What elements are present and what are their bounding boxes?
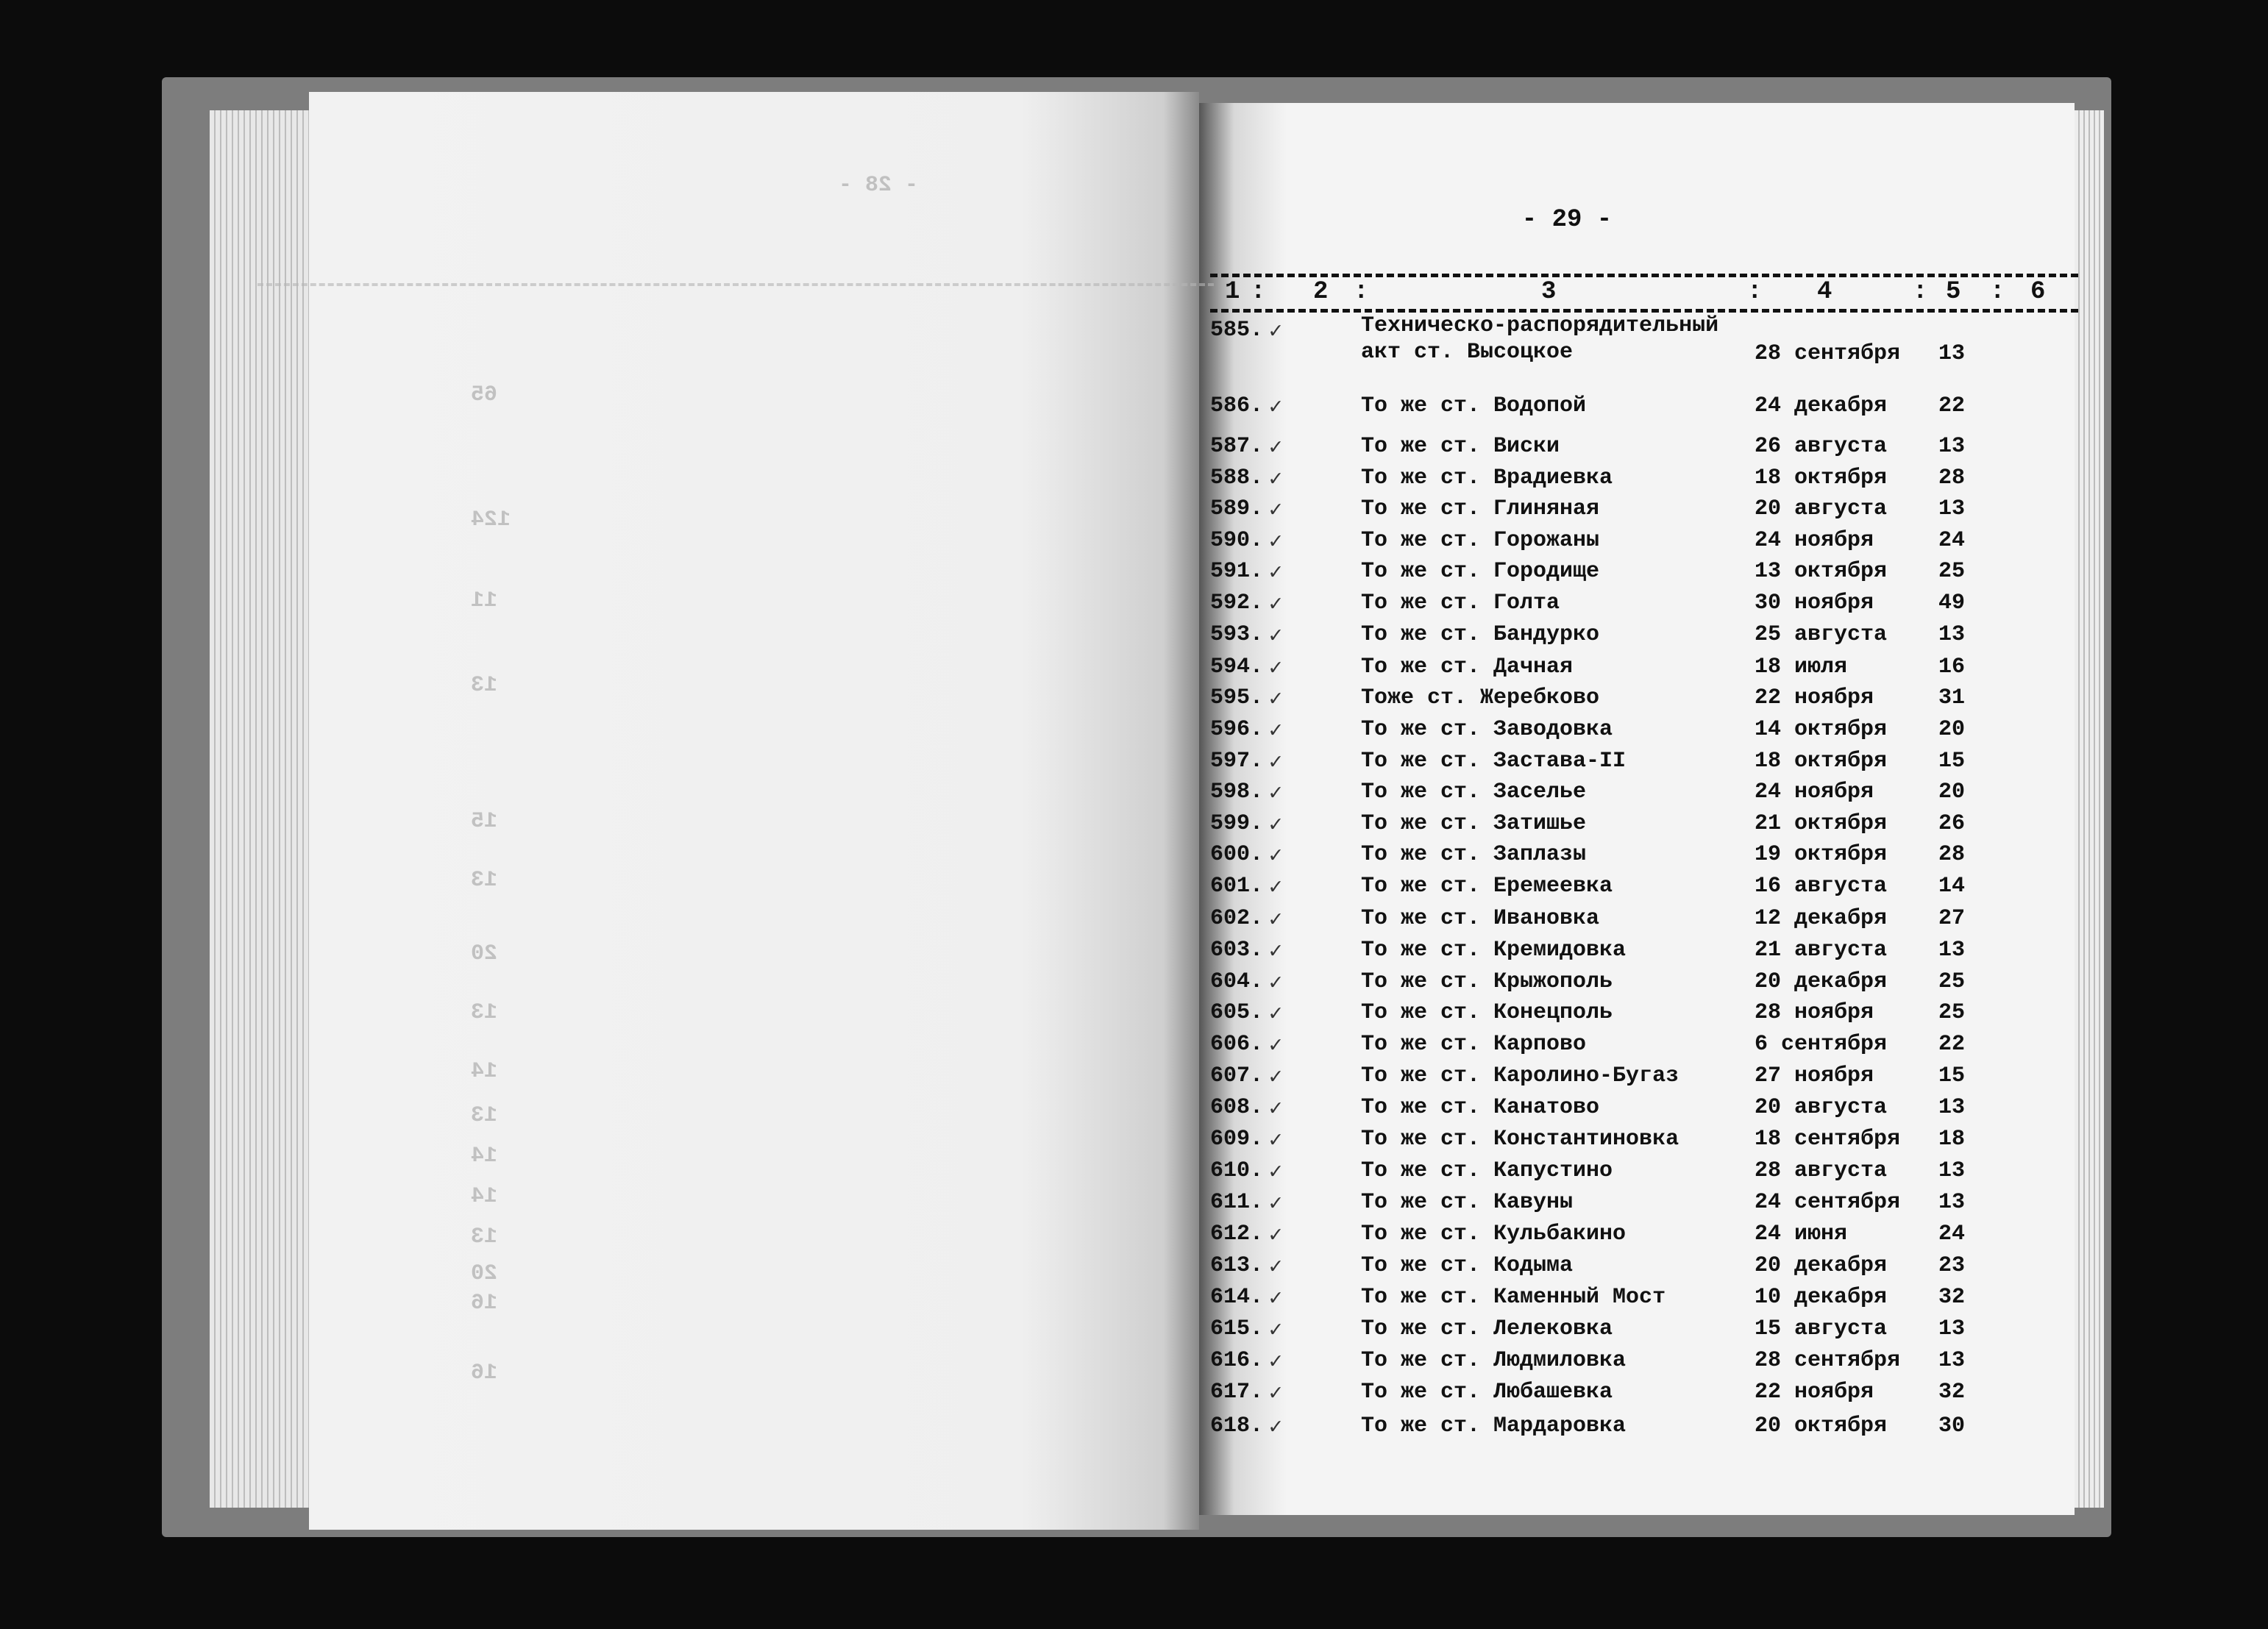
- ghost-number: 13: [471, 673, 498, 698]
- row-number: 590.: [1210, 528, 1264, 553]
- check-mark-icon: ✓: [1269, 1224, 1283, 1249]
- row-sheet-count: 13: [1938, 1190, 1966, 1215]
- row-title: То же ст. Капустино: [1361, 1158, 1613, 1183]
- row-title: То же ст. Любашевка: [1361, 1380, 1613, 1405]
- check-mark-icon: ✓: [1269, 1319, 1283, 1344]
- row-date: 16 августа: [1755, 874, 1888, 899]
- row-title: То же ст. Глиняная: [1361, 496, 1600, 521]
- check-mark-icon: ✓: [1269, 1416, 1283, 1441]
- row-title: То же ст. Дачная: [1361, 655, 1574, 680]
- row-date: 15 августа: [1755, 1316, 1888, 1341]
- row-date: 13 октября: [1755, 559, 1888, 584]
- row-sheet-count: 28: [1938, 842, 1966, 867]
- row-sheet-count: 32: [1938, 1285, 1966, 1310]
- ghost-number: 13: [471, 868, 498, 893]
- row-number: 597.: [1210, 749, 1264, 774]
- row-title: То же ст. Людмиловка: [1361, 1348, 1627, 1373]
- row-number: 618.: [1210, 1414, 1264, 1439]
- row-number: 614.: [1210, 1285, 1264, 1310]
- row-title: То же ст. Застава-II: [1361, 749, 1627, 774]
- check-mark-icon: ✓: [1269, 1192, 1283, 1217]
- row-number: 603.: [1210, 938, 1264, 963]
- check-mark-icon: ✓: [1269, 1255, 1283, 1280]
- check-mark-icon: ✓: [1269, 688, 1283, 713]
- check-mark-icon: ✓: [1269, 844, 1283, 869]
- row-sheet-count: 20: [1938, 717, 1966, 742]
- row-sheet-count: 23: [1938, 1253, 1966, 1278]
- row-sheet-count: 14: [1938, 874, 1966, 899]
- row-number: 592.: [1210, 591, 1264, 616]
- col-header-4: 4: [1817, 278, 1832, 306]
- row-date: 26 августа: [1755, 434, 1888, 459]
- check-mark-icon: ✓: [1269, 657, 1283, 682]
- row-title: То же ст. Каменный Мост: [1361, 1285, 1666, 1310]
- row-title: То же ст. Карпово: [1361, 1032, 1587, 1057]
- row-sheet-count: 13: [1938, 1095, 1966, 1120]
- row-number: 602.: [1210, 906, 1264, 931]
- row-title: То же ст. Константиновка: [1361, 1127, 1679, 1152]
- row-sheet-count: 25: [1938, 559, 1966, 584]
- row-number: 598.: [1210, 780, 1264, 805]
- row-date: 6 сентября: [1755, 1032, 1888, 1057]
- check-mark-icon: ✓: [1269, 972, 1283, 997]
- row-date: 20 августа: [1755, 1095, 1888, 1120]
- row-sheet-count: 13: [1938, 434, 1966, 459]
- row-title: То же ст. Горожаны: [1361, 528, 1600, 553]
- ghost-number: 13: [471, 1103, 498, 1128]
- row-date: 20 октября: [1755, 1414, 1888, 1439]
- row-sheet-count: 30: [1938, 1414, 1966, 1439]
- header-bottom-line: [1210, 309, 2078, 313]
- ghost-number: 11: [471, 588, 498, 613]
- row-number: 604.: [1210, 969, 1264, 994]
- row-date: 27 ноября: [1755, 1063, 1874, 1088]
- ghost-number: 13: [471, 1000, 498, 1025]
- row-date: 24 декабря: [1755, 393, 1888, 418]
- row-sheet-count: 26: [1938, 811, 1966, 836]
- row-number: 588.: [1210, 466, 1264, 491]
- ghost-number: 15: [471, 809, 498, 834]
- row-date: 10 декабря: [1755, 1285, 1888, 1310]
- row-title: То же ст. Каролино-Бугаз: [1361, 1063, 1679, 1088]
- row-title: То же ст. Бандурко: [1361, 622, 1600, 647]
- col-sep-4: :: [1913, 278, 1928, 306]
- row-title: То же ст. Канатово: [1361, 1095, 1600, 1120]
- check-mark-icon: ✓: [1269, 530, 1283, 555]
- row-sheet-count: 13: [1938, 1158, 1966, 1183]
- row-date: 22 ноября: [1755, 685, 1874, 710]
- row-sheet-count: 32: [1938, 1380, 1966, 1405]
- row-sheet-count: 15: [1938, 1063, 1966, 1088]
- row-number: 595.: [1210, 685, 1264, 710]
- row-date: 21 августа: [1755, 938, 1888, 963]
- row-title: То же ст. Мардаровка: [1361, 1414, 1627, 1439]
- row-date: 28 сентября: [1755, 1348, 1901, 1373]
- page-number: - 29 -: [1521, 206, 1613, 234]
- ghost-number: 124: [471, 507, 511, 532]
- row-number: 610.: [1210, 1158, 1264, 1183]
- col-header-3: 3: [1541, 278, 1557, 306]
- col-sep-2: :: [1354, 278, 1369, 306]
- check-mark-icon: ✓: [1269, 320, 1283, 345]
- row-title: То же ст. Виски: [1361, 434, 1560, 459]
- row-title: То же ст. Городище: [1361, 559, 1600, 584]
- col-sep-3: :: [1747, 278, 1763, 306]
- row-sheet-count: 27: [1938, 906, 1966, 931]
- row-date: 30 ноября: [1755, 591, 1874, 616]
- row-date: 22 ноября: [1755, 1380, 1874, 1405]
- check-mark-icon: ✓: [1269, 940, 1283, 965]
- row-date: 24 сентября: [1755, 1190, 1901, 1215]
- check-mark-icon: ✓: [1269, 499, 1283, 524]
- row-number: 586.: [1210, 393, 1264, 418]
- row-date: 18 сентября: [1755, 1127, 1901, 1152]
- row-sheet-count: 31: [1938, 685, 1966, 710]
- check-mark-icon: ✓: [1269, 908, 1283, 933]
- row-title: Тоже ст. Жеребково: [1361, 685, 1600, 710]
- row-number: 615.: [1210, 1316, 1264, 1341]
- row-number: 616.: [1210, 1348, 1264, 1373]
- page-stack-right: [2075, 110, 2104, 1508]
- ghost-number: 14: [471, 1184, 498, 1209]
- left-page: [309, 92, 1199, 1530]
- col-sep-5: :: [1990, 278, 2005, 306]
- row-date: 12 декабря: [1755, 906, 1888, 931]
- row-sheet-count: 20: [1938, 780, 1966, 805]
- row-date: 24 июня: [1755, 1222, 1848, 1247]
- header-top-line: [1210, 274, 2078, 277]
- check-mark-icon: ✓: [1269, 1097, 1283, 1122]
- row-sheet-count: 25: [1938, 969, 1966, 994]
- row-number: 613.: [1210, 1253, 1264, 1278]
- row-number: 601.: [1210, 874, 1264, 899]
- row-date: 20 декабря: [1755, 1253, 1888, 1278]
- check-mark-icon: ✓: [1269, 876, 1283, 901]
- row-number: 606.: [1210, 1032, 1264, 1057]
- row-title: То же ст. Лелековка: [1361, 1316, 1613, 1341]
- row-sheet-count: 13: [1938, 1348, 1966, 1373]
- row-number: 612.: [1210, 1222, 1264, 1247]
- row-sheet-count: 24: [1938, 528, 1966, 553]
- check-mark-icon: ✓: [1269, 1002, 1283, 1027]
- row-title: То же ст. Затишье: [1361, 811, 1587, 836]
- col-header-6: 6: [2030, 278, 2046, 306]
- row-number: 608.: [1210, 1095, 1264, 1120]
- ghost-page-number: - 28 -: [839, 173, 919, 198]
- row-number: 594.: [1210, 655, 1264, 680]
- ghost-number: 16: [471, 1291, 498, 1316]
- row-date: 28 августа: [1755, 1158, 1888, 1183]
- row-title: То же ст. Ивановка: [1361, 906, 1600, 931]
- row-number: 605.: [1210, 1000, 1264, 1025]
- row-sheet-count: 13: [1938, 341, 1966, 366]
- row-date: 19 октября: [1755, 842, 1888, 867]
- ghost-number: 20: [471, 1261, 498, 1286]
- row-number: 591.: [1210, 559, 1264, 584]
- col-header-5: 5: [1946, 278, 1961, 306]
- row-title: Техническо-распорядительный: [1361, 313, 1719, 338]
- ghost-header-line: [257, 283, 1214, 286]
- check-mark-icon: ✓: [1269, 1129, 1283, 1154]
- row-title: То же ст. Водопой: [1361, 393, 1587, 418]
- row-title: То же ст. Заплазы: [1361, 842, 1587, 867]
- row-number: 589.: [1210, 496, 1264, 521]
- row-date: 25 августа: [1755, 622, 1888, 647]
- ghost-number: 14: [471, 1059, 498, 1084]
- ghost-number: 20: [471, 941, 498, 966]
- col-sep-1: :: [1251, 278, 1266, 306]
- check-mark-icon: ✓: [1269, 593, 1283, 618]
- row-number: 611.: [1210, 1190, 1264, 1215]
- check-mark-icon: ✓: [1269, 468, 1283, 493]
- row-title: То же ст. Врадиевка: [1361, 466, 1613, 491]
- row-number: 600.: [1210, 842, 1264, 867]
- check-mark-icon: ✓: [1269, 561, 1283, 586]
- col-header-2: 2: [1313, 278, 1329, 306]
- row-number: 607.: [1210, 1063, 1264, 1088]
- row-sheet-count: 28: [1938, 466, 1966, 491]
- row-date: 18 июля: [1755, 655, 1848, 680]
- row-date: 20 августа: [1755, 496, 1888, 521]
- row-title: То же ст. Заводовка: [1361, 717, 1613, 742]
- check-mark-icon: ✓: [1269, 624, 1283, 649]
- row-title: То же ст. Заселье: [1361, 780, 1587, 805]
- row-date: 24 ноября: [1755, 528, 1874, 553]
- row-sheet-count: 25: [1938, 1000, 1966, 1025]
- row-number: 585.: [1210, 318, 1264, 343]
- row-date: 28 сентября: [1755, 341, 1901, 366]
- row-sheet-count: 22: [1938, 1032, 1966, 1057]
- row-number: 596.: [1210, 717, 1264, 742]
- row-date: 18 октября: [1755, 749, 1888, 774]
- check-mark-icon: ✓: [1269, 396, 1283, 421]
- row-date: 24 ноября: [1755, 780, 1874, 805]
- row-number: 599.: [1210, 811, 1264, 836]
- check-mark-icon: ✓: [1269, 1066, 1283, 1091]
- row-sheet-count: 13: [1938, 1316, 1966, 1341]
- check-mark-icon: ✓: [1269, 1382, 1283, 1407]
- check-mark-icon: ✓: [1269, 1287, 1283, 1312]
- ghost-number: 14: [471, 1144, 498, 1169]
- row-date: 18 октября: [1755, 466, 1888, 491]
- row-date: 21 октября: [1755, 811, 1888, 836]
- ghost-number: 65: [471, 382, 498, 407]
- check-mark-icon: ✓: [1269, 782, 1283, 807]
- row-sheet-count: 15: [1938, 749, 1966, 774]
- row-date: 20 декабря: [1755, 969, 1888, 994]
- row-sheet-count: 13: [1938, 938, 1966, 963]
- row-title: То же ст. Конецполь: [1361, 1000, 1613, 1025]
- check-mark-icon: ✓: [1269, 1034, 1283, 1059]
- check-mark-icon: ✓: [1269, 813, 1283, 838]
- row-number: 587.: [1210, 434, 1264, 459]
- row-sheet-count: 49: [1938, 591, 1966, 616]
- check-mark-icon: ✓: [1269, 436, 1283, 461]
- row-sheet-count: 16: [1938, 655, 1966, 680]
- row-sheet-count: 13: [1938, 496, 1966, 521]
- check-mark-icon: ✓: [1269, 1350, 1283, 1375]
- ghost-number: 16: [471, 1361, 498, 1386]
- row-title-continued: акт ст. Высоцкое: [1361, 340, 1574, 365]
- col-header-1: 1: [1225, 278, 1240, 306]
- check-mark-icon: ✓: [1269, 751, 1283, 776]
- row-number: 609.: [1210, 1127, 1264, 1152]
- row-title: То же ст. Голта: [1361, 591, 1560, 616]
- row-sheet-count: 13: [1938, 622, 1966, 647]
- row-title: То же ст. Кремидовка: [1361, 938, 1627, 963]
- row-title: То же ст. Еремеевка: [1361, 874, 1613, 899]
- row-number: 593.: [1210, 622, 1264, 647]
- check-mark-icon: ✓: [1269, 1161, 1283, 1186]
- row-date: 14 октября: [1755, 717, 1888, 742]
- row-title: То же ст. Крыжополь: [1361, 969, 1613, 994]
- row-sheet-count: 24: [1938, 1222, 1966, 1247]
- row-sheet-count: 18: [1938, 1127, 1966, 1152]
- row-title: То же ст. Кавуны: [1361, 1190, 1574, 1215]
- check-mark-icon: ✓: [1269, 719, 1283, 744]
- row-date: 28 ноября: [1755, 1000, 1874, 1025]
- row-title: То же ст. Кодыма: [1361, 1253, 1574, 1278]
- row-sheet-count: 22: [1938, 393, 1966, 418]
- row-number: 617.: [1210, 1380, 1264, 1405]
- ghost-number: 13: [471, 1225, 498, 1250]
- row-title: То же ст. Кульбакино: [1361, 1222, 1627, 1247]
